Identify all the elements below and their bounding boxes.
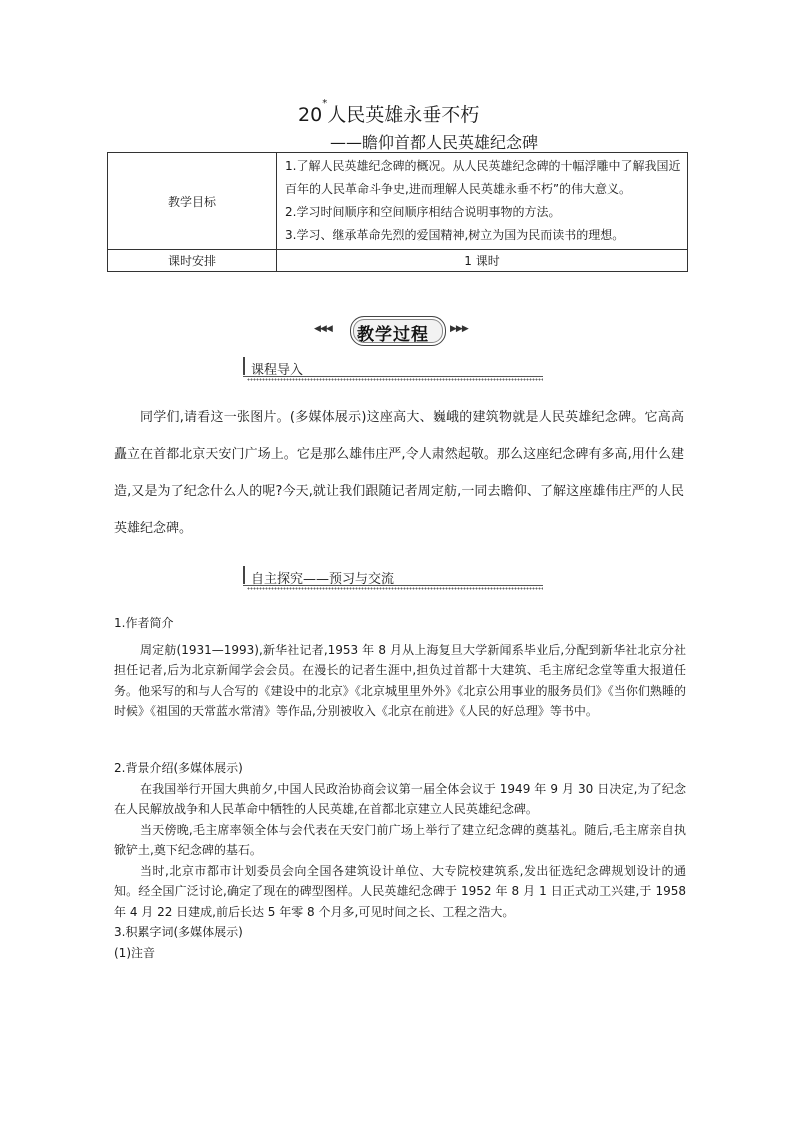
heading-bar — [243, 357, 245, 375]
author-text: 周定舫(1931—1993),新华社记者,1953 年 8 月从上海复旦大学新闻系毕业后,分配到新华社北京分社担任记者,后为北京新闻学会会员。在漫长的记者生涯中,担负过首都十大建筑、毛主席纪念堂等重大报道任务。他采写的和与人合写的《建设中的北京》《北京城里里外外》《北京公用事业的服务员们》《当你们熟睡的时候》《祖国的天常蓝水常清》等作品,分别被收入《北京在前进》《人民的好总理》等书中。 — [114, 642, 686, 718]
banner-text: 教学过程 — [357, 325, 429, 345]
goal-item: 3.学习、继承革命先烈的爱国精神,树立为国为民而读书的理想。 — [285, 228, 625, 242]
teaching-process-banner — [314, 316, 480, 346]
objectives-table — [107, 152, 688, 272]
background-title: 2.背景介绍(多媒体展示) — [114, 761, 243, 775]
lesson-star: * — [322, 98, 328, 109]
background-paragraph: 在我国举行开国大典前夕,中国人民政治协商会议第一届全体会议于 1949 年 9 月 30 日决定,为了纪念在人民解放战争和人民革命中牺牲的人民英雄,在首都北京建立人民英雄纪念碑。 — [114, 781, 686, 816]
intro-paragraph: 同学们,请看这一张图片。(多媒体展示)这座高大、巍峨的建筑物就是人民英雄纪念碑。它高高矗立在首都北京天安门广场上。它是那么雄伟庄严,令人肃然起敬。那么这座纪念碑有多高,用什么建造,又是为了纪念什么人的呢?今天,就让我们跟随记者周定舫,一同去瞻仰、了解这座雄伟庄严的人民英雄纪念碑。 — [114, 410, 684, 536]
author-section — [114, 613, 686, 722]
background-paragraph: 当天傍晚,毛主席率领全体与会代表在天安门前广场上举行了建立纪念碑的奠基礼。随后,毛主席亲自执锨铲土,奠下纪念碑的基石。 — [114, 822, 686, 857]
goals-content — [277, 153, 688, 250]
section-heading-intro — [243, 357, 543, 381]
heading-text: 自主探究——预习与交流 — [251, 572, 395, 587]
phonetic-title: (1)注音 — [114, 945, 155, 960]
schedule-label: 课时安排 — [108, 250, 277, 272]
words-title: 3.积累字词(多媒体展示) — [114, 925, 243, 939]
banner-pill — [350, 316, 446, 346]
section-heading-explore — [243, 566, 543, 590]
lesson-subtitle: ——瞻仰首都人民英雄纪念碑 — [330, 133, 539, 152]
schedule-value: 1 课时 — [277, 250, 688, 272]
right-arrows-icon: ▶▶▶ — [450, 324, 468, 334]
schedule-row — [108, 250, 688, 272]
heading-bar — [243, 566, 245, 584]
goal-item: 1.了解人民英雄纪念碑的概况。从人民英雄纪念碑的十幅浮雕中了解我国近百年的人民革命斗争史,进而理解人民英雄永垂不朽”的伟大意义。 — [285, 159, 681, 196]
goal-item: 2.学习时间顺序和空间顺序相结合说明事物的方法。 — [285, 205, 561, 219]
background-paragraph: 当时,北京市都市计划委员会向全国各建筑设计单位、大专院校建筑系,发出征选纪念碑规划设计的通知。经全国广泛讨论,确定了现在的碑型图样。人民英雄纪念碑于 1952 年 8 月 1 日正式动工兴建,于 1958 年 4 月 22 日建成,前后长达 5 年零 8 个月多,可见时间之长、工程之浩大。 — [114, 863, 686, 919]
lesson-title-text: 人民英雄永垂不朽 — [327, 104, 480, 126]
lesson-title — [298, 100, 479, 127]
goals-row — [108, 153, 688, 250]
heading-text: 课程导入 — [251, 363, 304, 378]
background-section — [114, 758, 686, 963]
author-title: 1.作者简介 — [114, 616, 174, 630]
heading-underline — [243, 585, 543, 586]
lesson-number: 20 — [298, 104, 323, 126]
heading-dots — [247, 587, 543, 590]
heading-dots — [247, 378, 543, 381]
intro-paragraph-block — [114, 399, 684, 547]
goals-label: 教学目标 — [108, 153, 277, 250]
heading-underline — [243, 376, 543, 377]
left-arrows-icon: ◀◀◀ — [314, 324, 332, 334]
